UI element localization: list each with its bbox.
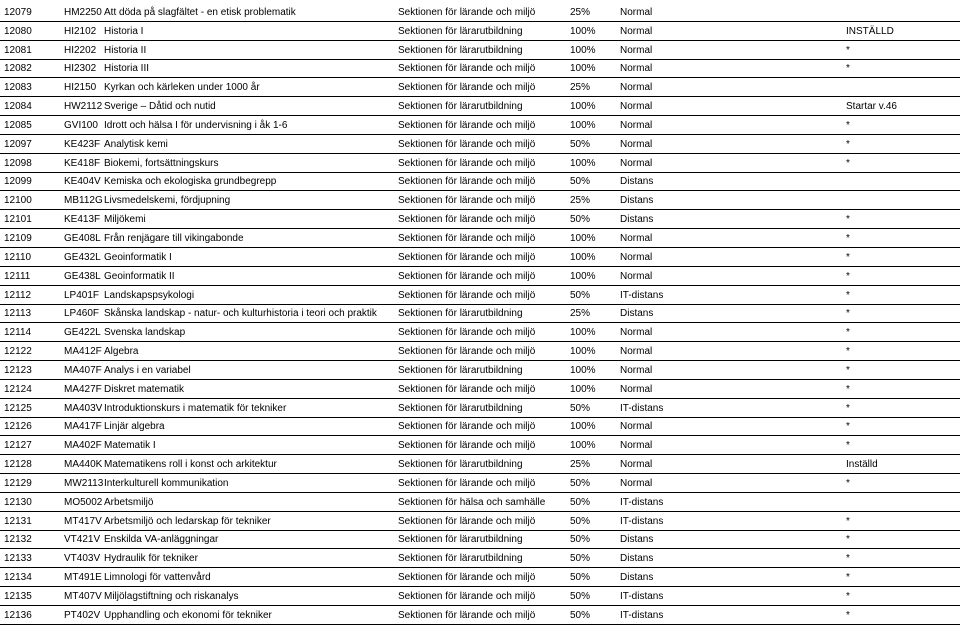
study-pace: 100% <box>570 327 596 339</box>
study-mode: Distans <box>620 553 654 565</box>
course-code: KE404V <box>64 176 101 188</box>
table-row <box>0 248 960 267</box>
course-name: Diskret matematik <box>104 383 185 395</box>
course-name: Livsmedelskemi, fördjupning <box>104 195 231 207</box>
note: INSTÄLLD <box>846 25 894 37</box>
course-code: VT403V <box>64 553 101 565</box>
note: * <box>846 157 850 169</box>
department: Sektionen för lärarutbildning <box>398 308 523 320</box>
study-mode: IT-distans <box>620 591 664 602</box>
course-id: 12081 <box>4 44 32 56</box>
study-pace: 25% <box>570 82 591 94</box>
table-row <box>0 342 960 361</box>
course-name: Enskilda VA-anläggningar <box>104 534 219 546</box>
study-mode: Normal <box>620 157 653 169</box>
department: Sektionen för lärande och miljö <box>398 214 536 226</box>
department: Sektionen för lärande och miljö <box>398 176 536 188</box>
study-mode: Normal <box>620 459 653 471</box>
course-code: KE418F <box>64 157 101 169</box>
table-row <box>0 493 960 512</box>
study-mode: Normal <box>620 63 653 75</box>
study-mode: Normal <box>620 346 653 358</box>
study-pace: 100% <box>570 232 596 244</box>
course-id: 12084 <box>4 101 32 113</box>
study-pace: 50% <box>570 515 591 527</box>
course-name: Upphandling och ekonomi för tekniker <box>104 609 272 621</box>
table-row <box>0 361 960 380</box>
course-code: MT417V <box>64 515 102 527</box>
course-id: 12085 <box>4 119 32 131</box>
study-mode: Normal <box>620 440 653 452</box>
course-code: MA402F <box>64 440 102 452</box>
course-id: 12112 <box>4 289 32 301</box>
study-pace: 50% <box>570 572 591 584</box>
course-code: HI2202 <box>64 44 97 56</box>
table-row <box>0 191 960 210</box>
course-id: 12111 <box>4 270 31 282</box>
course-id: 12098 <box>4 157 32 169</box>
study-pace: 25% <box>570 195 591 207</box>
table-row <box>0 455 960 474</box>
note: * <box>846 232 850 244</box>
course-name: Hydraulik för tekniker <box>104 553 198 565</box>
course-code: HM2250 <box>64 6 102 18</box>
note: Inställd <box>846 459 878 471</box>
course-name: Historia I <box>104 25 144 37</box>
department: Sektionen för lärande och miljö <box>398 609 536 621</box>
study-mode: Distans <box>620 572 654 584</box>
note: * <box>846 119 850 131</box>
department: Sektionen för lärande och miljö <box>398 421 536 433</box>
department: Sektionen för lärande och miljö <box>398 515 536 527</box>
note: * <box>846 440 850 452</box>
department: Sektionen för lärande och miljö <box>398 157 536 169</box>
study-mode: Normal <box>620 44 653 56</box>
course-name: Kyrkan och kärleken under 1000 år <box>104 82 260 94</box>
course-name: Att döda på slagfältet - en etisk problematik <box>104 6 296 18</box>
study-mode: IT-distans <box>620 289 664 301</box>
course-name: Från renjägare till vikingabonde <box>104 232 244 244</box>
course-code: GE432L <box>64 251 101 263</box>
study-mode: Normal <box>620 477 653 489</box>
study-pace: 25% <box>570 6 591 18</box>
study-pace: 100% <box>570 346 596 358</box>
course-code: LP460F <box>64 308 100 320</box>
table-row <box>0 436 960 455</box>
course-id: 12127 <box>4 440 32 452</box>
course-id: 12136 <box>4 609 32 621</box>
study-mode: IT-distans <box>620 515 664 527</box>
study-pace: 50% <box>570 553 591 565</box>
study-pace: 50% <box>570 214 591 226</box>
department: Sektionen för hälsa och samhälle <box>398 496 546 508</box>
study-pace: 100% <box>570 157 596 169</box>
study-mode: Distans <box>620 195 654 207</box>
course-id: 12125 <box>4 402 32 414</box>
course-code: MW2113 <box>64 477 104 489</box>
study-mode: Distans <box>620 176 654 188</box>
department: Sektionen för lärarutbildning <box>398 534 523 546</box>
course-name: Kemiska och ekologiska grundbegrepp <box>104 176 277 188</box>
course-id: 12135 <box>4 591 32 602</box>
note: * <box>846 402 850 414</box>
course-id: 12099 <box>4 176 32 188</box>
course-name: Interkulturell kommunikation <box>104 477 229 489</box>
course-id: 12082 <box>4 63 32 75</box>
course-code: HI2102 <box>64 25 97 37</box>
course-code: VT421V <box>64 534 101 546</box>
department: Sektionen för lärande och miljö <box>398 119 536 131</box>
study-pace: 100% <box>570 101 596 113</box>
department: Sektionen för lärarutbildning <box>398 459 523 471</box>
department: Sektionen för lärande och miljö <box>398 572 536 584</box>
course-name: Geoinformatik I <box>104 251 172 263</box>
table-row <box>0 380 960 399</box>
note: * <box>846 477 850 489</box>
study-mode: Distans <box>620 214 654 226</box>
study-pace: 100% <box>570 25 596 37</box>
course-code: MA417F <box>64 421 102 433</box>
department: Sektionen för lärande och miljö <box>398 591 536 602</box>
table-row <box>0 587 960 606</box>
study-pace: 50% <box>570 176 591 188</box>
department: Sektionen för lärande och miljö <box>398 270 536 282</box>
course-name: Miljölagstiftning och riskanalys <box>104 591 239 602</box>
table-row <box>0 305 960 324</box>
table-row <box>0 3 960 22</box>
course-name: Arbetsmiljö <box>104 496 154 508</box>
note: * <box>846 553 850 565</box>
department: Sektionen för lärande och miljö <box>398 440 536 452</box>
table-row <box>0 474 960 493</box>
study-pace: 50% <box>570 496 591 508</box>
study-pace: 100% <box>570 44 596 56</box>
study-pace: 50% <box>570 402 591 414</box>
study-mode: Distans <box>620 534 654 546</box>
note: * <box>846 346 850 358</box>
course-code: GE408L <box>64 232 101 244</box>
course-id: 12080 <box>4 25 32 37</box>
table-row <box>0 135 960 154</box>
study-pace: 100% <box>570 251 596 263</box>
department: Sektionen för lärarutbildning <box>398 553 523 565</box>
course-id: 12122 <box>4 346 32 358</box>
course-code: MT407V <box>64 591 102 602</box>
course-name: Arbetsmiljö och ledarskap för tekniker <box>104 515 271 527</box>
study-mode: Normal <box>620 82 653 94</box>
course-code: MB112G <box>64 195 103 207</box>
course-id: 12130 <box>4 496 32 508</box>
study-pace: 100% <box>570 364 596 376</box>
table-row <box>0 399 960 418</box>
department: Sektionen för lärande och miljö <box>398 477 536 489</box>
study-pace: 50% <box>570 534 591 546</box>
department: Sektionen för lärande och miljö <box>398 327 536 339</box>
study-mode: Normal <box>620 364 653 376</box>
note: Startar v.46 <box>846 101 897 113</box>
study-pace: 100% <box>570 383 596 395</box>
course-code: HW2112 <box>64 101 103 113</box>
study-mode: IT-distans <box>620 496 664 508</box>
table-row <box>0 286 960 305</box>
table-row <box>0 210 960 229</box>
table-row <box>0 229 960 248</box>
department: Sektionen för lärarutbildning <box>398 402 523 414</box>
note: * <box>846 421 850 433</box>
course-name: Matematik I <box>104 440 156 452</box>
course-code: MA403V <box>64 402 103 414</box>
study-mode: IT-distans <box>620 402 664 414</box>
course-code: GE438L <box>64 270 101 282</box>
note: * <box>846 63 850 75</box>
study-mode: Normal <box>620 25 653 37</box>
table-row <box>0 116 960 135</box>
course-name: Matematikens roll i konst och arkitektur <box>104 459 277 471</box>
department: Sektionen för lärande och miljö <box>398 195 536 207</box>
course-code: MA412F <box>64 346 102 358</box>
course-id: 12128 <box>4 459 32 471</box>
course-code: HI2150 <box>64 82 97 94</box>
course-id: 12100 <box>4 195 32 207</box>
table-row <box>0 154 960 173</box>
note: * <box>846 515 850 527</box>
course-id: 12124 <box>4 383 32 395</box>
study-pace: 50% <box>570 138 591 150</box>
course-id: 12113 <box>4 308 32 320</box>
note: * <box>846 572 850 584</box>
course-code: HI2302 <box>64 63 97 75</box>
department: Sektionen för lärarutbildning <box>398 44 523 56</box>
course-name: Algebra <box>104 346 139 358</box>
course-id: 12132 <box>4 534 32 546</box>
table-row <box>0 512 960 531</box>
table-row <box>0 60 960 79</box>
department: Sektionen för lärarutbildning <box>398 101 523 113</box>
course-code: KE413F <box>64 214 101 226</box>
department: Sektionen för lärande och miljö <box>398 346 536 358</box>
course-id: 12110 <box>4 251 32 263</box>
course-name: Sverige – Dåtid och nutid <box>104 101 216 113</box>
course-name: Svenska landskap <box>104 327 186 339</box>
study-mode: Distans <box>620 308 654 320</box>
course-name: Linjär algebra <box>104 421 165 433</box>
course-name: Analytisk kemi <box>104 138 168 150</box>
note: * <box>846 609 850 621</box>
study-mode: Normal <box>620 421 653 433</box>
course-id: 12131 <box>4 515 32 527</box>
study-pace: 50% <box>570 289 591 301</box>
course-id: 12126 <box>4 421 32 433</box>
course-name: Historia III <box>104 63 150 75</box>
study-pace: 50% <box>570 609 591 621</box>
course-name: Historia II <box>104 44 147 56</box>
course-code: MA407F <box>64 364 102 376</box>
table-row <box>0 418 960 437</box>
note: * <box>846 364 850 376</box>
study-pace: 100% <box>570 421 596 433</box>
study-pace: 100% <box>570 440 596 452</box>
note: * <box>846 383 850 395</box>
course-code: MT491E <box>64 572 102 584</box>
department: Sektionen för lärande och miljö <box>398 82 536 94</box>
note: * <box>846 138 850 150</box>
course-code: MO5002 <box>64 496 103 508</box>
course-code: KE423F <box>64 138 101 150</box>
course-code: GVI100 <box>64 119 98 131</box>
department: Sektionen för lärande och miljö <box>398 383 536 395</box>
table-row <box>0 41 960 60</box>
department: Sektionen för lärande och miljö <box>398 232 536 244</box>
department: Sektionen för lärande och miljö <box>398 289 536 301</box>
course-name: Idrott och hälsa I för undervisning i åk 1-6 <box>104 119 288 131</box>
course-code: GE422L <box>64 327 101 339</box>
department: Sektionen för lärande och miljö <box>398 138 536 150</box>
note: * <box>846 308 850 320</box>
study-pace: 100% <box>570 270 596 282</box>
study-mode: Normal <box>620 6 653 18</box>
course-name: Analys i en variabel <box>104 364 191 376</box>
table-row <box>0 568 960 587</box>
note: * <box>846 327 850 339</box>
department: Sektionen för lärarutbildning <box>398 25 523 37</box>
table-row <box>0 267 960 286</box>
department: Sektionen för lärarutbildning <box>398 364 523 376</box>
course-name: Biokemi, fortsättningskurs <box>104 157 219 169</box>
course-id: 12109 <box>4 232 32 244</box>
table-row <box>0 606 960 625</box>
table-row <box>0 531 960 550</box>
study-mode: Normal <box>620 101 653 113</box>
table-row <box>0 22 960 41</box>
study-pace: 25% <box>570 459 591 471</box>
note: * <box>846 251 850 263</box>
course-name: Miljökemi <box>104 214 146 226</box>
study-mode: Normal <box>620 327 653 339</box>
table-row <box>0 97 960 116</box>
table-row <box>0 549 960 568</box>
department: Sektionen för lärande och miljö <box>398 63 536 75</box>
note: * <box>846 289 850 301</box>
study-pace: 100% <box>570 63 596 75</box>
study-mode: IT-distans <box>620 609 664 621</box>
table-row <box>0 78 960 97</box>
note: * <box>846 44 850 56</box>
course-id: 12114 <box>4 327 32 339</box>
study-pace: 50% <box>570 477 591 489</box>
course-id: 12133 <box>4 553 32 565</box>
course-id: 12134 <box>4 572 32 584</box>
study-mode: Normal <box>620 270 653 282</box>
note: * <box>846 270 850 282</box>
course-id: 12123 <box>4 364 32 376</box>
course-id: 12129 <box>4 477 32 489</box>
study-mode: Normal <box>620 232 653 244</box>
study-mode: Normal <box>620 138 653 150</box>
study-pace: 25% <box>570 308 591 320</box>
study-pace: 50% <box>570 591 591 602</box>
course-id: 12101 <box>4 214 32 226</box>
course-name: Skånska landskap - natur- och kulturhistoria i teori och praktik <box>104 308 377 320</box>
note: * <box>846 591 850 602</box>
course-code: PT402V <box>64 609 101 621</box>
department: Sektionen för lärande och miljö <box>398 6 536 18</box>
course-id: 12083 <box>4 82 32 94</box>
note: * <box>846 214 850 226</box>
table-row <box>0 323 960 342</box>
course-code: MA440K <box>64 459 103 471</box>
department: Sektionen för lärande och miljö <box>398 251 536 263</box>
table-row <box>0 173 960 192</box>
note: * <box>846 534 850 546</box>
course-name: Limnologi för vattenvård <box>104 572 211 584</box>
course-code: MA427F <box>64 383 102 395</box>
course-code: LP401F <box>64 289 100 301</box>
study-mode: Normal <box>620 119 653 131</box>
course-name: Geoinformatik II <box>104 270 175 282</box>
course-name: Introduktionskurs i matematik för tekniker <box>104 402 287 414</box>
study-mode: Normal <box>620 251 653 263</box>
course-table <box>0 3 960 625</box>
study-pace: 100% <box>570 119 596 131</box>
course-name: Landskapspsykologi <box>104 289 195 301</box>
study-mode: Normal <box>620 383 653 395</box>
course-id: 12097 <box>4 138 32 150</box>
course-id: 12079 <box>4 6 32 18</box>
